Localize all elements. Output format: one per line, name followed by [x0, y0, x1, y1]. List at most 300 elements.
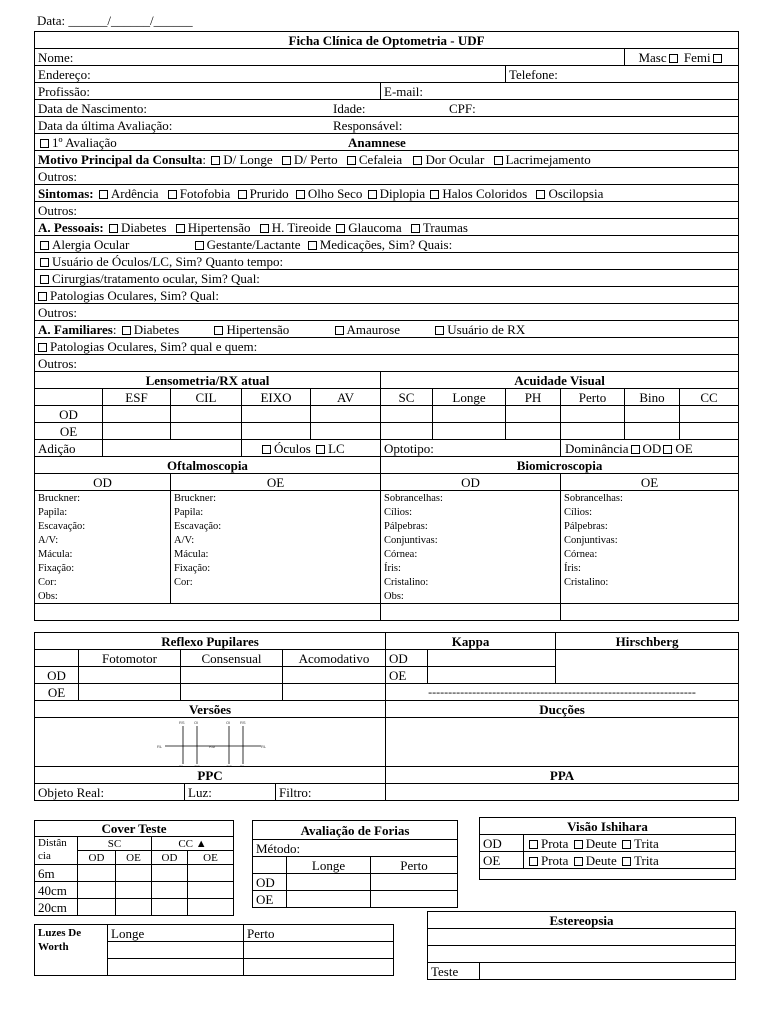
sintomas-label: Sintomas: — [38, 185, 94, 201]
pessoais-label-gestante: Gestante/Lactante — [206, 236, 301, 252]
ppc-objeto-field[interactable]: Objeto Real: — [38, 784, 105, 800]
cover-sub-oe: OE — [116, 851, 152, 865]
lenso-col-cil: CIL — [171, 389, 242, 406]
pessoais-checkbox-diabetes[interactable] — [109, 224, 118, 233]
lensometria-heading: Lensometria/RX atual — [35, 372, 381, 389]
idade-field[interactable]: Idade: — [333, 100, 366, 116]
oftalmo-od-heading: OD — [35, 474, 171, 491]
dominancia-od-label: OD — [642, 440, 662, 456]
cover-cell[interactable] — [152, 865, 188, 882]
oftalmo-extra-row[interactable] — [35, 604, 381, 621]
reflexo-heading: Reflexo Pupilares — [35, 633, 386, 650]
av-col-ph: PH — [506, 389, 561, 406]
date-field[interactable]: Data: ______/______/______ — [37, 13, 193, 28]
pessoais-label-diabetes: Diabetes — [120, 219, 167, 235]
reflexo-cell[interactable] — [181, 684, 283, 701]
ishihara-blank-row[interactable] — [480, 869, 736, 880]
pessoais-checkbox-hipertensao[interactable] — [176, 224, 185, 233]
biomicro-od-item[interactable]: Íris: — [381, 561, 561, 575]
sintomas-row — [35, 185, 739, 202]
cirurgias-row — [35, 270, 739, 287]
oftalmo-oe-item[interactable]: Mácula: — [171, 547, 381, 561]
biomicro-od-item[interactable]: Sobrancelhas: — [381, 491, 561, 506]
versoes-bottom-label: RI — [240, 764, 244, 768]
estereopsia-cell[interactable] — [428, 946, 736, 963]
familiares-label-rx: Usuário de RX — [447, 321, 526, 337]
sintomas-checkbox-olho-seco[interactable] — [296, 190, 305, 199]
sintomas-label-halos: Halos Coloridos — [442, 185, 528, 201]
familiares-label-hipertensao: Hipertensão — [226, 321, 290, 337]
reflexo-cell[interactable] — [79, 667, 181, 684]
sintomas-checkbox-diplopia[interactable] — [368, 190, 377, 199]
primeira-avaliacao-checkbox[interactable] — [40, 139, 49, 148]
motivo-label-dor-ocular: Dor Ocular — [425, 151, 485, 167]
oftalmo-oe-item[interactable]: Papila: — [171, 505, 381, 519]
ishihara-option-label: Trita — [634, 852, 659, 868]
acuidade-heading: Acuidade Visual — [381, 372, 739, 389]
motivo-checkbox-dor-ocular[interactable] — [413, 156, 422, 165]
cover-distancia-label: Distân cia — [35, 837, 78, 865]
versoes-left-label: RL — [157, 744, 163, 749]
forias-metodo-field[interactable]: Método: — [253, 840, 458, 857]
fam-patologias-checkbox[interactable] — [38, 343, 47, 352]
sintomas-checkbox-ardencia[interactable] — [99, 190, 108, 199]
oftalmo-od-item[interactable]: Escavação: — [35, 519, 171, 533]
kappa-oe-cell[interactable] — [428, 667, 556, 684]
cpf-field[interactable]: CPF: — [449, 100, 476, 116]
motivo-label-lacrimejamento: Lacrimejamento — [505, 151, 591, 167]
worth-cell[interactable] — [244, 942, 394, 959]
cirurgias-label: Cirurgias/tratamento ocular, Sim? Qual: — [52, 270, 260, 286]
estereopsia-heading: Estereopsia — [428, 912, 736, 929]
motivo-checkbox-d-perto[interactable] — [282, 156, 291, 165]
ishihara-oe-deute-checkbox[interactable] — [574, 857, 583, 866]
kappa-row-od: OD — [386, 650, 428, 667]
pessoais-row-2 — [35, 236, 739, 253]
profissao-field[interactable]: Profissão: — [35, 83, 381, 100]
pessoais-label-tireoide: H. Tireoide — [271, 219, 331, 235]
oculos-checkbox[interactable] — [40, 258, 49, 267]
lenso-cell[interactable] — [242, 423, 311, 440]
email-field[interactable]: E-mail: — [381, 83, 739, 100]
ishihara-option-label: Prota — [541, 852, 569, 868]
femi-checkbox[interactable] — [713, 54, 722, 63]
ishihara-row-od: OD — [480, 835, 524, 852]
familiares-label-amaurose: Amaurose — [346, 321, 400, 337]
estereopsia-teste-field[interactable] — [480, 963, 736, 980]
ishihara-od-prota-checkbox[interactable] — [529, 840, 538, 849]
pessoais-checkbox-tireoide[interactable] — [260, 224, 269, 233]
forias-corner — [253, 857, 287, 874]
biomicro-oe-item[interactable]: Cílios: — [561, 505, 739, 519]
reflexo-row-od: OD — [35, 667, 79, 684]
av-col-cc: CC — [680, 389, 739, 406]
cover-cell[interactable] — [78, 865, 116, 882]
versoes-heading: Versões — [35, 701, 386, 718]
cover-cc-heading: CC ▲ — [152, 837, 234, 851]
cover-cell[interactable] — [78, 882, 116, 899]
ishihara-option-label: Deute — [585, 835, 617, 851]
sintomas-label-oscilopsia: Oscilopsia — [548, 185, 604, 201]
pessoais-checkbox-glaucoma[interactable] — [336, 224, 345, 233]
telefone-field[interactable]: Telefone: — [506, 66, 739, 83]
ppc-heading: PPC — [35, 767, 386, 784]
av-col-longe: Longe — [433, 389, 506, 406]
nome-field[interactable]: Nome: — [35, 49, 625, 66]
patologias-checkbox[interactable] — [38, 292, 47, 301]
forias-row-od: OD — [253, 874, 287, 891]
forias-row-oe: OE — [253, 891, 287, 908]
oftalmo-od-item[interactable]: A/V: — [35, 533, 171, 547]
reflexo-cell[interactable] — [283, 667, 386, 684]
oftalmo-oe-item[interactable]: Escavação: — [171, 519, 381, 533]
av-cell[interactable] — [506, 406, 561, 423]
motivo-colon: : — [202, 151, 206, 167]
lenso-cell[interactable] — [103, 423, 171, 440]
pessoais-checkbox-medicacoes[interactable] — [308, 241, 317, 250]
biomicro-oe-item[interactable]: Córnea: — [561, 547, 739, 561]
familiares-label: A. Familiares — [38, 321, 113, 337]
biomicro-od-heading: OD — [381, 474, 561, 491]
dominancia-oe-checkbox[interactable] — [663, 445, 672, 454]
pessoais-label-traumas: Traumas — [422, 219, 468, 235]
sintomas-checkbox-halos[interactable] — [430, 190, 439, 199]
lc-label: LC — [328, 440, 345, 456]
ishihara-oe-prota-checkbox[interactable] — [529, 857, 538, 866]
ppa-cell[interactable] — [386, 784, 739, 801]
sintomas-label-ardencia: Ardência — [110, 185, 159, 201]
sintomas-label-diplopia: Diplopia — [379, 185, 426, 201]
oftalmo-od-obs[interactable]: Obs: — [35, 589, 171, 604]
lenso-row-oe: OE — [35, 423, 103, 440]
lenso-cell[interactable] — [171, 423, 242, 440]
worth-col-longe[interactable]: Longe — [108, 925, 244, 942]
dominancia-row — [561, 440, 739, 457]
biomicro-oe-item[interactable]: Sobrancelhas: — [561, 491, 739, 506]
lenso-corner — [35, 389, 103, 406]
motivo-checkbox-d-longe[interactable] — [211, 156, 220, 165]
responsavel-field[interactable]: Responsável: — [333, 117, 403, 133]
oftalmo-od-item[interactable]: Papila: — [35, 505, 171, 519]
dominancia-oe-label: OE — [675, 440, 693, 456]
lenso-cell[interactable] — [311, 423, 381, 440]
versoes-bottom-label: RI — [179, 764, 183, 768]
primeira-avaliacao-label: 1º Avaliação — [52, 134, 117, 150]
av-cell[interactable] — [561, 423, 625, 440]
av-cell[interactable] — [381, 406, 433, 423]
ishihara-option-label: Prota — [541, 835, 569, 851]
worth-cell[interactable] — [108, 942, 244, 959]
outros-field-3[interactable]: Outros: — [35, 304, 739, 321]
av-cell[interactable] — [680, 406, 739, 423]
biomicro-oe-blank[interactable] — [561, 589, 739, 604]
ppc-luz-field[interactable]: Luz: — [185, 784, 276, 800]
lc-checkbox[interactable] — [316, 445, 325, 454]
biomicro-od-item[interactable]: Córnea: — [381, 547, 561, 561]
reflexo-col-consensual: Consensual — [181, 650, 283, 667]
cover-cell[interactable] — [188, 865, 234, 882]
motivo-checkbox-lacrimejamento[interactable] — [494, 156, 503, 165]
oftalmo-oe-item[interactable]: Fixação: — [171, 561, 381, 575]
versoes-top-label: RS — [179, 720, 185, 725]
biomicro-oe-item[interactable]: Cristalino: — [561, 575, 739, 589]
oftalmo-od-item[interactable]: Cor: — [35, 575, 171, 589]
patologias-row — [35, 287, 739, 304]
reflexo-cell[interactable] — [283, 684, 386, 701]
oftalmo-od-item[interactable]: Mácula: — [35, 547, 171, 561]
outros-field-1[interactable]: Outros: — [35, 168, 739, 185]
oftalmo-od-item[interactable]: Fixação: — [35, 561, 171, 575]
motivo-checkbox-cefaleia[interactable] — [347, 156, 356, 165]
familiares-label-diabetes: Diabetes — [133, 321, 180, 337]
cirurgias-checkbox[interactable] — [40, 275, 49, 284]
oftalmo-od-item[interactable]: Bruckner: — [35, 491, 171, 506]
estereopsia-table — [427, 911, 736, 980]
cover-cell[interactable] — [116, 899, 152, 916]
duccoes-heading: Ducções — [386, 701, 739, 718]
av-col-sc: SC — [381, 389, 433, 406]
cover-sc-heading: SC — [78, 837, 152, 851]
pessoais-label-glaucoma: Glaucoma — [348, 219, 402, 235]
biomicro-od-item[interactable]: Cílios: — [381, 505, 561, 519]
versoes-mid-label: RM — [209, 744, 216, 749]
pessoais-label: A. Pessoais: — [38, 219, 104, 235]
fam-patologias-label: Patologias Oculares, Sim? qual e quem: — [50, 338, 258, 354]
nascimento-row — [35, 100, 739, 117]
forias-cell[interactable] — [287, 874, 371, 891]
adicao-field[interactable] — [103, 440, 242, 457]
sintomas-label-olho-seco: Olho Seco — [307, 185, 363, 201]
lenso-cell[interactable] — [311, 406, 381, 423]
kappa-od-cell[interactable] — [428, 650, 556, 667]
cover-row-40cm: 40cm — [35, 882, 78, 899]
hirschberg-cell[interactable] — [556, 650, 739, 684]
sintomas-label-fotofobia: Fotofobia — [179, 185, 231, 201]
versoes-top-label: OI — [194, 720, 199, 725]
av-cell[interactable] — [561, 406, 625, 423]
motivo-label-d-longe: D/ Longe — [223, 151, 273, 167]
biomicro-extra-oe[interactable] — [561, 604, 739, 621]
cover-sub-od: OD — [152, 851, 188, 865]
fam-patologias-row — [35, 338, 739, 355]
cover-sub-oe: OE — [188, 851, 234, 865]
ppc-filtro-field[interactable]: Filtro: — [279, 784, 312, 800]
familiares-row — [35, 321, 739, 338]
worth-cell[interactable] — [108, 959, 244, 976]
motivo-label-d-perto: D/ Perto — [293, 151, 338, 167]
motivo-row — [35, 151, 739, 168]
masc-checkbox[interactable] — [669, 54, 678, 63]
outros-field-2[interactable]: Outros: — [35, 202, 739, 219]
masc-label: Masc — [638, 49, 667, 65]
av-cell[interactable] — [433, 406, 506, 423]
forias-table — [252, 820, 458, 908]
pessoais-row — [35, 219, 739, 236]
biomicro-od-item[interactable]: Cristalino: — [381, 575, 561, 589]
forias-heading: Avaliação de Forias — [253, 821, 458, 840]
patologias-label: Patologias Oculares, Sim? Qual: — [50, 287, 219, 303]
reflexo-cell[interactable] — [181, 667, 283, 684]
outros-field-4[interactable]: Outros: — [35, 355, 739, 372]
forias-cell[interactable] — [371, 874, 458, 891]
av-cell[interactable] — [381, 423, 433, 440]
biomicro-oe-heading: OE — [561, 474, 739, 491]
cover-cell[interactable] — [188, 882, 234, 899]
dashed-line: ------------------------------------------------------------------- — [386, 684, 739, 701]
lenso-row-od: OD — [35, 406, 103, 423]
cover-cell[interactable] — [116, 882, 152, 899]
pessoais-label-hipertensao: Hipertensão — [187, 219, 251, 235]
av-col-bino: Bino — [625, 389, 680, 406]
biomicro-oe-item[interactable]: Conjuntivas: — [561, 533, 739, 547]
versoes-bottom-label: OS — [226, 764, 232, 768]
av-col-perto: Perto — [561, 389, 625, 406]
clinical-form-main — [34, 31, 739, 621]
anamnese-heading: Anamnese — [348, 134, 406, 150]
estereopsia-teste-label: Teste — [428, 963, 480, 980]
ishihara-od-options — [524, 835, 736, 852]
lenso-cell[interactable] — [242, 406, 311, 423]
familiares-checkbox-hipertensao[interactable] — [214, 326, 223, 335]
reflexo-row-oe: OE — [35, 684, 79, 701]
familiares-colon: : — [112, 321, 117, 337]
oftalmo-oe-item[interactable]: Cor: — [171, 575, 381, 589]
biomicro-oe-item[interactable]: Pálpebras: — [561, 519, 739, 533]
ultima-row — [35, 117, 739, 134]
cover-test-table — [34, 820, 234, 916]
cover-heading: Cover Teste — [35, 821, 234, 837]
sex-field — [625, 49, 739, 66]
oftalmo-oe-item[interactable]: A/V: — [171, 533, 381, 547]
ishihara-table — [479, 817, 736, 880]
lenso-col-eixo: EIXO — [242, 389, 311, 406]
adicao-label: Adição — [35, 440, 103, 457]
pessoais-checkbox-traumas[interactable] — [411, 224, 420, 233]
motivo-label: Motivo Principal da Consulta — [38, 151, 203, 167]
av-cell[interactable] — [625, 423, 680, 440]
motivo-label-cefaleia: Cefaleia — [358, 151, 403, 167]
ishihara-option-label: Trita — [634, 835, 659, 851]
oculos-row — [35, 253, 739, 270]
anamnese-row — [35, 134, 739, 151]
cover-cell[interactable] — [116, 865, 152, 882]
biomicro-od-item[interactable]: Conjuntivas: — [381, 533, 561, 547]
nascimento-field[interactable]: Data de Nascimento: — [38, 100, 148, 116]
oculos-type-checkbox[interactable] — [262, 445, 271, 454]
cover-cell[interactable] — [78, 899, 116, 916]
oftalmo-oe-item[interactable]: Bruckner: — [171, 491, 381, 506]
ishihara-row-oe: OE — [480, 852, 524, 869]
ishihara-option-label: Deute — [585, 852, 617, 868]
versoes-bottom-label: OS — [194, 764, 200, 768]
ppc-row — [35, 784, 386, 801]
cover-cell[interactable] — [188, 899, 234, 916]
cover-sub-od: OD — [78, 851, 116, 865]
av-cell[interactable] — [680, 423, 739, 440]
worth-label: Luzes De Worth — [35, 925, 108, 976]
lenso-cell[interactable] — [103, 406, 171, 423]
worth-table — [34, 924, 394, 976]
versoes-top-label: OI — [226, 720, 231, 725]
worth-col-perto[interactable]: Perto — [244, 925, 394, 942]
reflexo-block — [34, 632, 739, 801]
oculos-type-label: Óculos — [274, 440, 311, 456]
oculos-label: Usuário de Óculos/LC, Sim? Quanto tempo: — [52, 253, 284, 269]
ishihara-oe-options — [524, 852, 736, 869]
ishihara-heading: Visão Ishihara — [480, 818, 736, 835]
familiares-checkbox-rx[interactable] — [435, 326, 444, 335]
biomicro-extra-od[interactable] — [381, 604, 561, 621]
forias-col-perto: Perto — [371, 857, 458, 874]
lenso-cell[interactable] — [171, 406, 242, 423]
av-cell[interactable] — [433, 423, 506, 440]
pessoais-checkbox-alergia[interactable] — [40, 241, 49, 250]
lenso-type-row — [242, 440, 381, 457]
forias-cell[interactable] — [371, 891, 458, 908]
estereopsia-cell[interactable] — [428, 929, 736, 946]
biomicro-od-item[interactable]: Pálpebras: — [381, 519, 561, 533]
ultima-avaliacao-field[interactable]: Data da última Avaliação: — [38, 117, 173, 133]
sintomas-checkbox-prurido[interactable] — [238, 190, 247, 199]
reflexo-cell[interactable] — [79, 684, 181, 701]
femi-label: Femi — [683, 49, 711, 65]
dominancia-label: Dominância — [565, 440, 629, 456]
duccoes-cell[interactable] — [386, 718, 739, 767]
biomicro-od-obs[interactable]: Obs: — [381, 589, 561, 604]
oftalmo-oe-blank[interactable] — [171, 589, 381, 604]
cover-row-6m: 6m — [35, 865, 78, 882]
cover-cell[interactable] — [152, 899, 188, 916]
pessoais-checkbox-gestante[interactable] — [195, 241, 204, 250]
av-cell[interactable] — [506, 423, 561, 440]
versoes-right-label: RL — [261, 744, 267, 749]
av-cell[interactable] — [625, 406, 680, 423]
biomicro-oe-item[interactable]: Íris: — [561, 561, 739, 575]
oftalmoscopia-heading: Oftalmoscopia — [35, 457, 381, 474]
lenso-col-esf: ESF — [103, 389, 171, 406]
sintomas-checkbox-oscilopsia[interactable] — [536, 190, 545, 199]
kappa-row-oe: OE — [386, 667, 428, 684]
sintomas-label-prurido: Prurido — [249, 185, 289, 201]
ishihara-od-deute-checkbox[interactable] — [574, 840, 583, 849]
cover-cell[interactable] — [152, 882, 188, 899]
sintomas-checkbox-fotofobia[interactable] — [168, 190, 177, 199]
reflexo-corner — [35, 650, 79, 667]
forias-cell[interactable] — [287, 891, 371, 908]
lenso-col-av: AV — [311, 389, 381, 406]
ishihara-oe-trita-checkbox[interactable] — [622, 857, 631, 866]
dominancia-od-checkbox[interactable] — [631, 445, 640, 454]
versoes-top-label: RS — [240, 720, 246, 725]
kappa-heading: Kappa — [386, 633, 556, 650]
ishihara-od-trita-checkbox[interactable] — [622, 840, 631, 849]
reflexo-col-fotomotor: Fotomotor — [79, 650, 181, 667]
familiares-checkbox-amaurose[interactable] — [335, 326, 344, 335]
hirschberg-heading: Hirschberg — [556, 633, 739, 650]
endereco-field[interactable]: Endereço: — [35, 66, 506, 83]
pessoais-label-medicacoes: Medicações, Sim? Quais: — [319, 236, 453, 252]
optotipo-field[interactable]: Optotipo: — [381, 440, 561, 457]
reflexo-col-acomodativo: Acomodativo — [283, 650, 386, 667]
ppc-inner — [35, 784, 385, 800]
biomicroscopia-heading: Biomicroscopia — [381, 457, 739, 474]
versoes-diagram-cell[interactable] — [35, 718, 386, 767]
pessoais-label-alergia: Alergia Ocular — [52, 236, 130, 252]
familiares-checkbox-diabetes[interactable] — [122, 326, 131, 335]
form-title: Ficha Clínica de Optometria - UDF — [35, 32, 739, 49]
worth-cell[interactable] — [244, 959, 394, 976]
oftalmo-oe-heading: OE — [171, 474, 381, 491]
